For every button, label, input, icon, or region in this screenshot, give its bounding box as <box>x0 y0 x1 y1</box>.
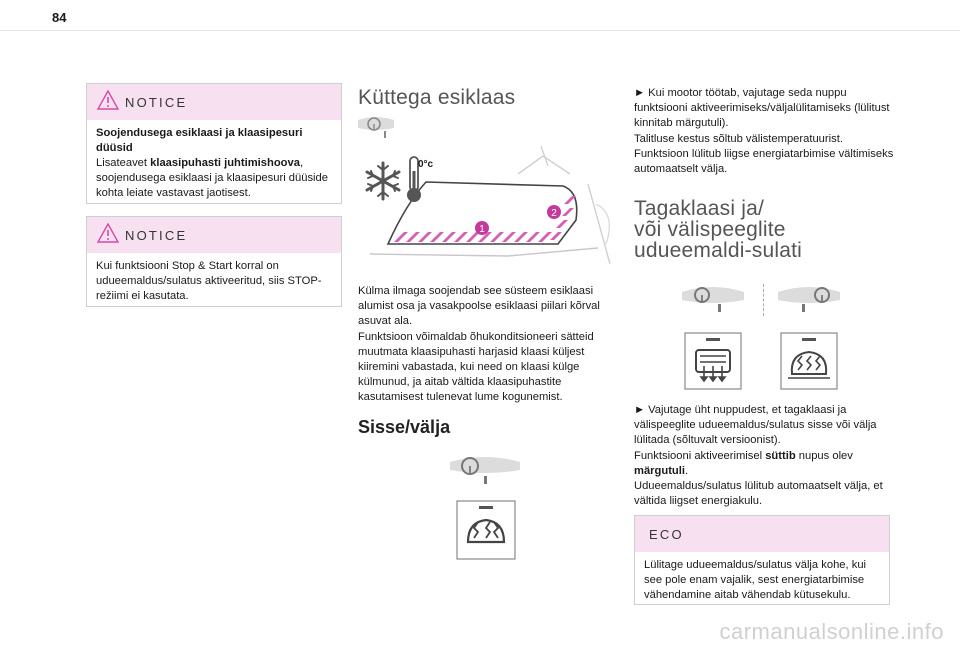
notice-title: Soojendusega esiklaasi ja klaasipesuri düüsid <box>96 127 303 154</box>
heated-windscreen-button[interactable] <box>456 500 516 560</box>
page-number: 84 <box>52 10 67 25</box>
notice-text-intro: Lisateavet <box>96 157 151 169</box>
text-fragment: . <box>684 464 689 477</box>
notice-body <box>87 253 341 312</box>
notice-text <box>96 156 333 201</box>
temperature-label: 0°c <box>418 159 434 170</box>
version-divider <box>763 284 764 316</box>
notice-box-windscreen <box>86 83 342 204</box>
eco-box <box>634 515 890 605</box>
steering-wheel-icon <box>778 284 840 314</box>
emphasis-text: märgutuli <box>634 464 685 477</box>
notice-reference: klaasipuhasti juhtimishoova <box>150 157 300 169</box>
section-title-heated-windscreen: Küttega esiklaas <box>358 86 516 109</box>
eco-label: ECO <box>649 527 684 542</box>
warning-icon <box>97 223 119 243</box>
rear-window-mirror-demist-button[interactable] <box>780 332 838 390</box>
steering-wheel-icon <box>682 284 744 314</box>
section-title-line: või välispeeglite <box>634 218 786 241</box>
section-title-line: Tagaklaasi ja/ <box>634 197 765 220</box>
rear-window-demist-button[interactable] <box>684 332 742 390</box>
text-fragment: Funktsiooni aktiveerimisel <box>634 449 766 462</box>
steering-wheel-icon <box>356 114 396 140</box>
section-title-rear-demist <box>634 198 802 261</box>
marker-1-label: 1 <box>479 224 485 235</box>
section-title-line: udueemaldi-sulati <box>634 239 802 262</box>
rear-demist-instructions <box>634 403 896 509</box>
warning-icon <box>97 90 119 110</box>
text-fragment: nupus olev <box>795 449 853 462</box>
heated-windscreen-instructions: ► Kui mootor töötab, vajutage seda nuppu funktsiooni aktiveerimiseks/väljalülitamiseks (lülitust kinnitab märgutuli). Talitluse kestus sõltub välistemperatuurist. Funktsioon lülitub liigse energiatarbimise vältimiseks automaatselt välja. <box>634 87 894 176</box>
steering-wheel-icon <box>450 454 520 486</box>
watermark: carmanualsonline.info <box>719 619 944 644</box>
notice-box-stop-start <box>86 216 342 307</box>
eco-header <box>635 516 889 552</box>
notice-header <box>87 217 341 253</box>
instruction-auto-off: Udueemaldus/sulatus lülitub automaatselt välja, et vältida liigset energiakulu. <box>634 480 883 508</box>
emphasis-text: süttib <box>765 449 796 462</box>
notice-label: NOTICE <box>125 95 188 110</box>
marker-2-label: 2 <box>551 208 557 219</box>
section-title-on-off: Sisse/välja <box>358 417 451 437</box>
notice-text: Kui funktsiooni Stop & Start korral on udueemaldus/sulatus aktiveeritud, siis STOP-režiimi ei kasutata. <box>96 260 322 302</box>
instruction-press: ► Vajutage üht nuppudest, et tagaklaasi ja välispeeglite udueemaldus/sulatus sisse või välja lülitada (sõltuvalt versioonist). <box>634 404 877 447</box>
heated-windscreen-description: Külma ilmaga soojendab see süsteem esiklaasi alumist osa ja vasakpoolse esiklaasi piilari kõrval asuvat ala. Funktsioon võimaldab õhukonditsioneeri sätteid muutmata klaasipuhasti harjasid klaasi küljest kiiremini vabastada, kui need on klaasi külge külmunud, ja aitab vältida klaasipuhastite kasutamisest tulenevat lume kogunemist. <box>358 285 600 404</box>
top-divider <box>0 30 960 31</box>
snowflake-icon <box>362 160 404 202</box>
instruction-light <box>634 449 896 479</box>
notice-label: NOTICE <box>125 228 188 243</box>
eco-body: Lülitage udueemaldus/sulatus välja kohe, kui see pole enam vajalik, sest energiatarbimise vähendamine aitab vähendab kütusekulu. <box>644 559 867 601</box>
notice-body <box>87 120 341 209</box>
notice-text-rest: , soojendusega esiklaasi ja klaasipesuri düüside kohta leiate vastavast jaotisest. <box>96 157 328 199</box>
notice-header <box>87 84 341 120</box>
